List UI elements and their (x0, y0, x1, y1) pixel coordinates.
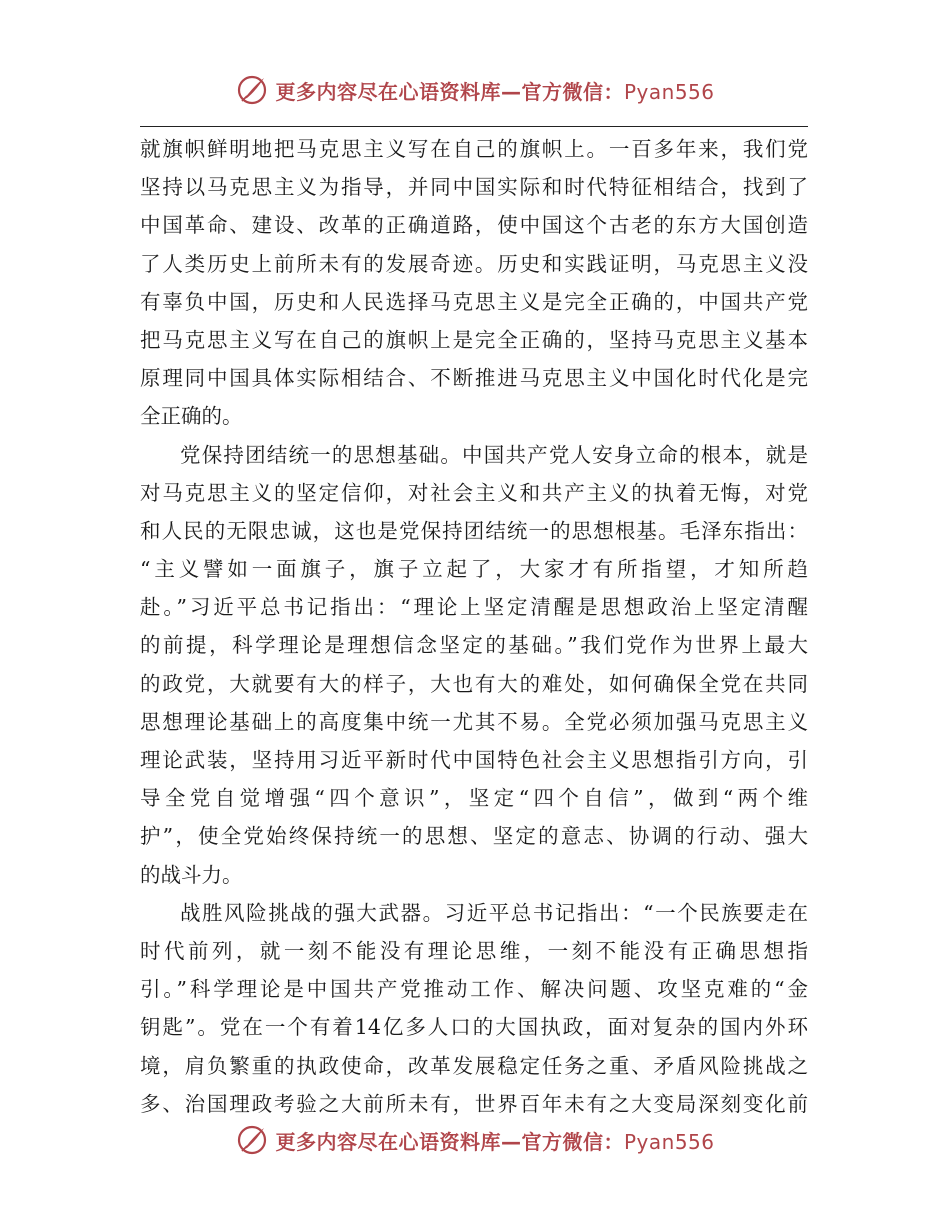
text-line: 赴。”习近平总书记指出：“理论上坚定清醒是思想政治上坚定清醒 (140, 595, 808, 620)
text-line: 对马克思主义的坚定信仰，对社会主义和共产主义的执着无悔，对党 (140, 480, 808, 505)
footer-banner (0, 1120, 950, 1160)
text-line: 有辜负中国，历史和人民选择马克思主义是完全正确的，中国共产党 (140, 289, 808, 314)
text-line: 护”，使全党始终保持统一的思想、坚定的意志、协调的行动、强大 (140, 824, 808, 849)
paragraph-start-line: 战胜风险挑战的强大武器。习近平总书记指出：“一个民族要走在 (180, 900, 808, 925)
text-line: 引。”科学理论是中国共产党推动工作、解决问题、攻坚克难的“金 (140, 977, 808, 1002)
text-line: 思想理论基础上的高度集中统一尤其不易。全党必须加强马克思主义 (140, 709, 808, 734)
text-line: 了人类历史上前所未有的发展奇迹。历史和实践证明，马克思主义没 (140, 251, 808, 276)
header-divider (140, 126, 808, 127)
text-line: 时代前列，就一刻不能没有理论思维，一刻不能没有正确思想指 (140, 938, 808, 963)
quill-logo-icon (235, 1123, 269, 1157)
text-line: 多、治国理政考验之大前所未有，世界百年未有之大变局深刻变化前 (140, 1091, 808, 1116)
footer-banner-text: 更多内容尽在心语资料库—官方微信： (275, 1129, 624, 1154)
document-body (140, 130, 808, 1123)
text-line: 把马克思主义写在自己的旗帜上是完全正确的，坚持马克思主义基本 (140, 327, 808, 352)
quill-logo-icon (235, 73, 269, 107)
text-line: 的战斗力。 (140, 862, 243, 887)
text-line: 钥匙”。党在一个有着14亿多人口的大国执政，面对复杂的国内外环 (140, 1015, 808, 1040)
text-line: 坚持以马克思主义为指导，并同中国实际和时代特征相结合，找到了 (140, 175, 808, 200)
text-line: 原理同中国具体实际相结合、不断推进马克思主义中国化时代化是完 (140, 366, 808, 391)
text-line: 导全党自觉增强“四个意识”，坚定“四个自信”，做到“两个维 (140, 786, 808, 811)
text-line: “主义譬如一面旗子，旗子立起了，大家才有所指望，才知所趋 (140, 557, 808, 582)
text-line: 全正确的。 (140, 404, 243, 429)
text-line: 境，肩负繁重的执政使命，改革发展稳定任务之重、矛盾风险挑战之 (140, 1053, 808, 1078)
header-banner-text: 更多内容尽在心语资料库—官方微信： (275, 79, 624, 104)
text-line: 的前提，科学理论是理想信念坚定的基础。”我们党作为世界上最大 (140, 633, 808, 658)
paragraph-start-line: 党保持团结统一的思想基础。中国共产党人安身立命的根本，就是 (180, 442, 808, 467)
header-wechat-id: Pyan556 (623, 79, 715, 104)
text-line: 理论武装，坚持用习近平新时代中国特色社会主义思想指引方向，引 (140, 748, 808, 772)
text-line: 中国革命、建设、改革的正确道路，使中国这个古老的东方大国创造 (140, 213, 808, 238)
header-banner (0, 70, 950, 110)
text-line: 和人民的无限忠诚，这也是党保持团结统一的思想根基。毛泽东指出： (140, 518, 808, 543)
text-line: 就旗帜鲜明地把马克思主义写在自己的旗帜上。一百多年来，我们党 (140, 137, 808, 161)
footer-wechat-id: Pyan556 (623, 1129, 715, 1154)
text-line: 的政党，大就要有大的样子，大也有大的难处，如何确保全党在共同 (140, 671, 808, 696)
